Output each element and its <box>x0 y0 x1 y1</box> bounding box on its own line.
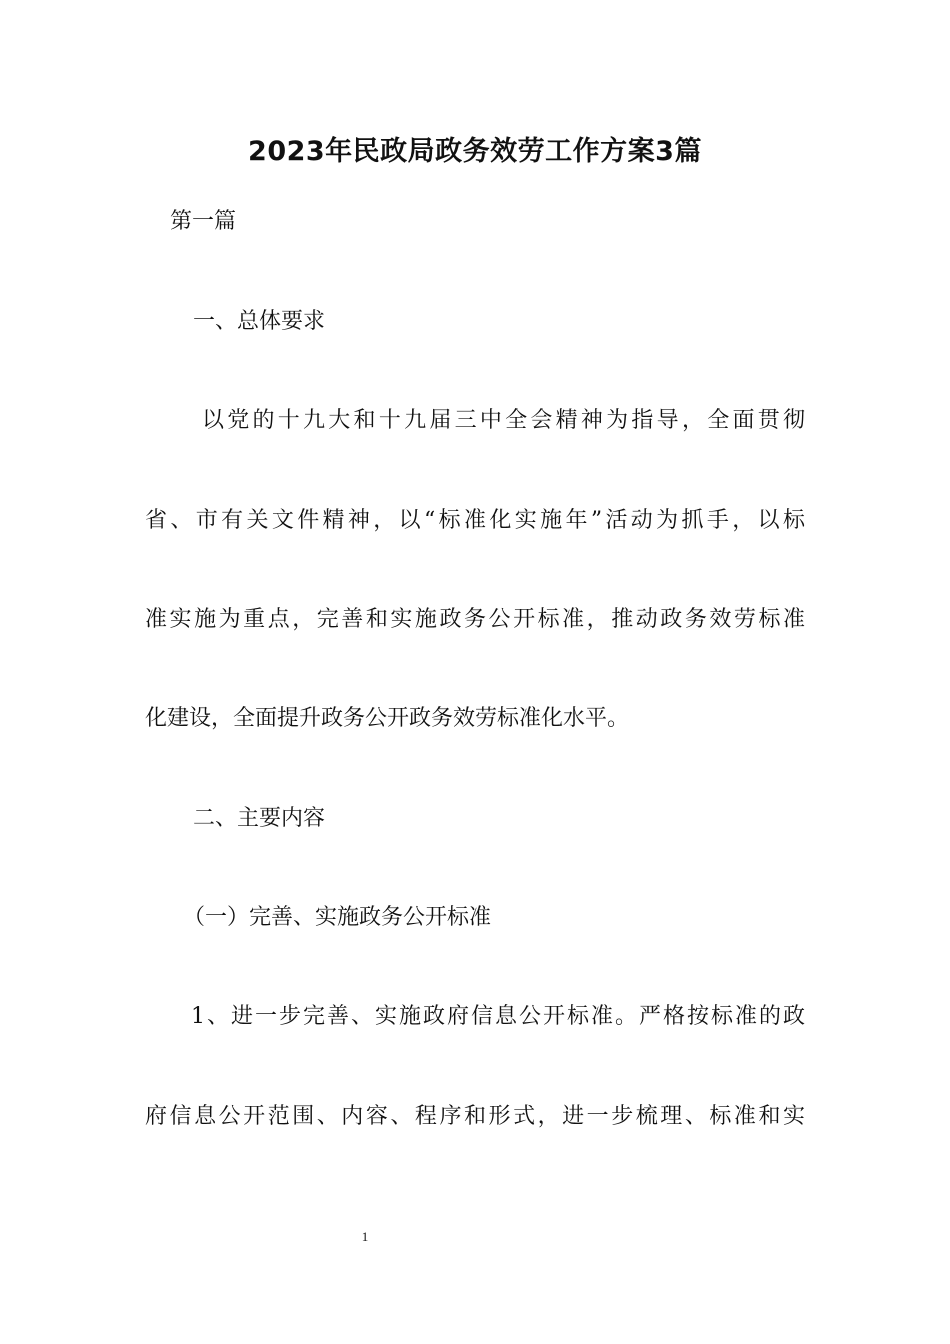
document-title: 2023年民政局政务效劳工作方案3篇 <box>248 136 702 167</box>
paragraph-1-line-4: 化建设，全面提升政务公开政务效劳标准化水平。 <box>145 706 630 731</box>
paragraph-2-line-1: 1、进一步完善、实施政府信息公开标准。严格按标准的政 <box>191 1004 805 1029</box>
heading-main-content: 二、主要内容 <box>193 806 326 831</box>
paragraph-1-line-3: 准实施为重点，完善和实施政务公开标准，推动政务效劳标准 <box>145 607 805 632</box>
section-label: 第一篇 <box>170 209 237 234</box>
heading-general-requirements: 一、总体要求 <box>193 309 326 334</box>
paragraph-2-line-2: 府信息公开范围、内容、程序和形式，进一步梳理、标准和实 <box>145 1104 805 1129</box>
paragraph-1-line-1: 以党的十九大和十九届三中全会精神为指导，全面贯彻 <box>202 408 805 433</box>
paragraph-1-line-2: 省、市有关文件精神，以“标准化实施年”活动为抓手，以标 <box>145 508 805 533</box>
subheading-government-openness: （一）完善、实施政务公开标准 <box>183 905 492 930</box>
page-number: 1 <box>361 1229 369 1244</box>
